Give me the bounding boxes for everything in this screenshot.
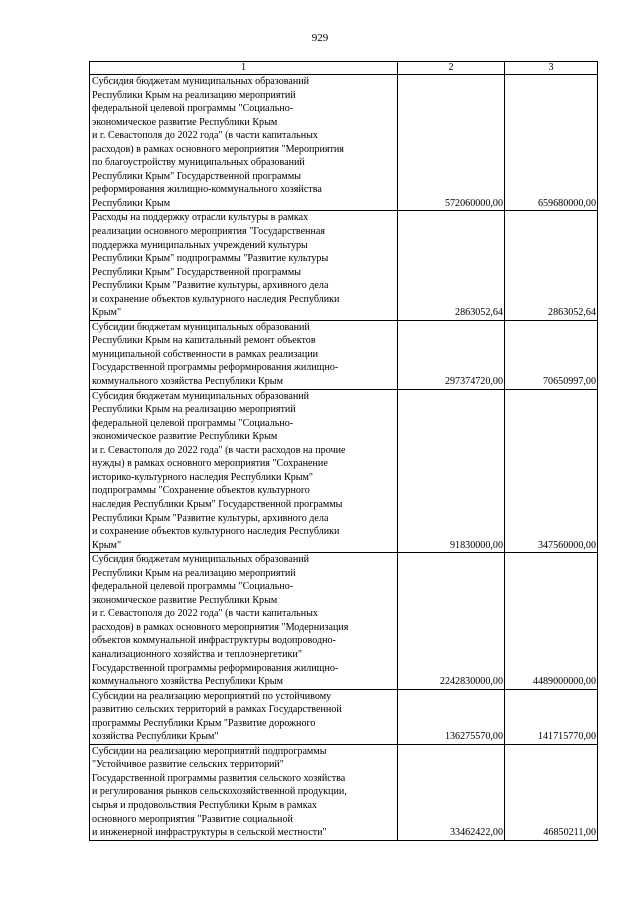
row-value-col3: 659680000,00 <box>505 75 598 211</box>
row-value-col2: 2242830000,00 <box>398 553 505 689</box>
row-value-col3: 4489000000,00 <box>505 553 598 689</box>
table-row <box>90 744 598 840</box>
page-number: 929 <box>311 32 329 44</box>
column-header-1: 1 <box>90 62 398 75</box>
row-description: Субсидии на реализацию мероприятий подпрограммы "Устойчивое развитие сельских территорий" Государственной программы развития сельского хозяйства и регулирования рынков сельскохозяйственной продукции, сырья и продовольствия Республики Крым в рамках основного мероприятия "Развитие социальной и инженерной инфраструктуры в сельской местности" <box>90 744 398 840</box>
row-value-col2: 2863052,64 <box>398 211 505 320</box>
table-header-row <box>90 62 598 75</box>
table-row <box>90 553 598 689</box>
row-value-col2: 572060000,00 <box>398 75 505 211</box>
table-row <box>90 75 598 211</box>
column-header-2: 2 <box>398 62 505 75</box>
row-value-col3: 70650997,00 <box>505 320 598 389</box>
row-value-col2: 297374720,00 <box>398 320 505 389</box>
row-description: Субсидия бюджетам муниципальных образований Республики Крым на реализацию мероприятий федеральной целевой программы "Социально- экономическое развитие Республики Крым и г. Севастополя до 2022 года" (в части расходов на прочие нужды) в рамках основного мероприятия "Сохранение историко-культурного наследия Республики Крым" подпрограммы "Сохранение объектов культурного наследия Республики Крым" Государственной программы Республики Крым "Развитие культуры, архивного дела и сохранение объектов культурного наследия Республики Крым" <box>90 389 398 553</box>
row-description: Субсидии на реализацию мероприятий по устойчивому развитию сельских территорий в рамках Государственной программы Республики Крым "Развитие дорожного хозяйства Республики Крым" <box>90 689 398 744</box>
row-description: Субсидия бюджетам муниципальных образований Республики Крым на реализацию мероприятий федеральной целевой программы "Социально- экономическое развитие Республики Крым и г. Севастополя до 2022 года" (в части капитальных расходов) в рамках основного мероприятия "Мероприятия по благоустройству муниципальных образований Республики Крым" Государственной программы реформирования жилищно-коммунального хозяйства Республики Крым <box>90 75 398 211</box>
budget-table <box>89 61 598 841</box>
row-value-col2: 91830000,00 <box>398 389 505 553</box>
row-value-col3: 2863052,64 <box>505 211 598 320</box>
row-description: Субсидии бюджетам муниципальных образований Республики Крым на капитальный ремонт объектов муниципальной собственности в рамках реализации Государственной программы реформирования жилищно- коммунального хозяйства Республики Крым <box>90 320 398 389</box>
table-row <box>90 320 598 389</box>
table-row <box>90 211 598 320</box>
table-row <box>90 389 598 553</box>
table-row <box>90 689 598 744</box>
row-description: Субсидия бюджетам муниципальных образований Республики Крым на реализацию мероприятий федеральной целевой программы "Социально- экономическое развитие Республики Крым и г. Севастополя до 2022 года" (в части капитальных расходов) в рамках основного мероприятия "Модернизация объектов коммунальной инфраструктуры водопроводно- канализационного хозяйства и теплоэнергетики" Государственной программы реформирования жилищно- коммунального хозяйства Республики Крым <box>90 553 398 689</box>
row-value-col2: 33462422,00 <box>398 744 505 840</box>
row-description: Расходы на поддержку отрасли культуры в рамках реализации основного мероприятия "Государственная поддержка муниципальных учреждений культуры Республики Крым" подпрограммы "Развитие культуры Республики Крым" Государственной программы Республики Крым "Развитие культуры, архивного дела и сохранение объектов культурного наследия Республики Крым" <box>90 211 398 320</box>
row-value-col2: 136275570,00 <box>398 689 505 744</box>
row-value-col3: 141715770,00 <box>505 689 598 744</box>
row-value-col3: 347560000,00 <box>505 389 598 553</box>
column-header-3: 3 <box>505 62 598 75</box>
row-value-col3: 46850211,00 <box>505 744 598 840</box>
